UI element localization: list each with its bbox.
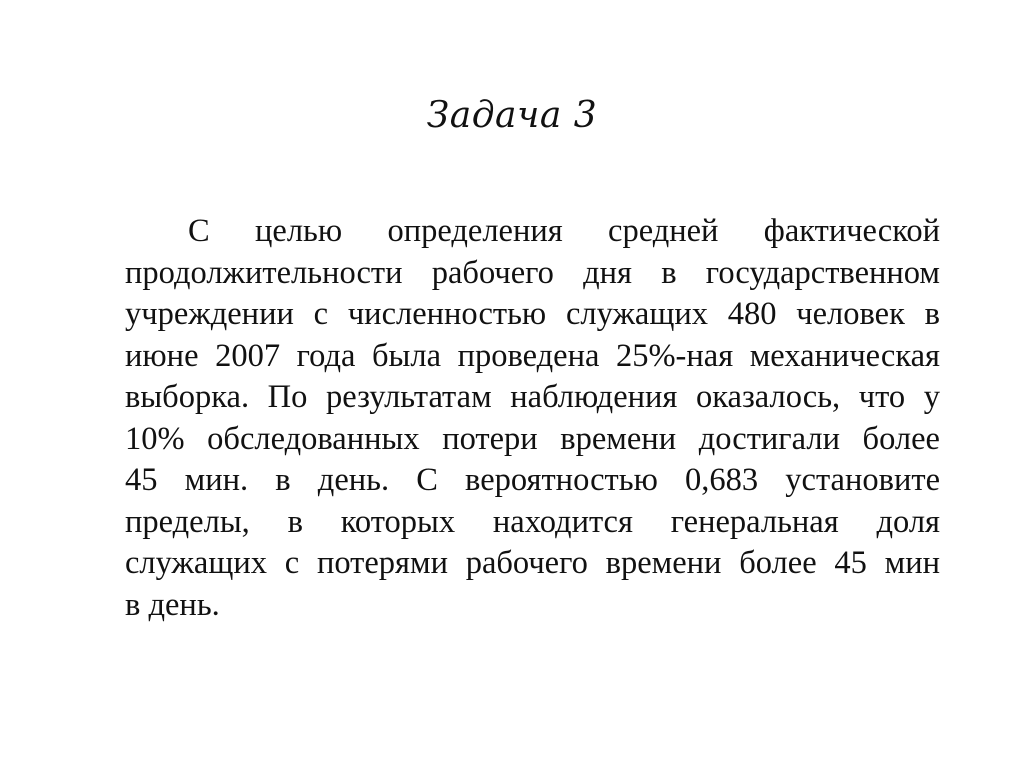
text-line: в день. (125, 586, 220, 623)
text-line: учреждении с численностью служащих 480 человек в (125, 296, 940, 332)
text-line: служащих с потерями рабочего времени более 45 мин (125, 545, 940, 581)
text-line: продолжительности рабочего дня в государственном (125, 254, 940, 291)
text-line: 10% обследованных потери времени достигали более (125, 420, 940, 457)
text-line: С целью определения средней фактической (188, 213, 940, 249)
text-line: 45 мин. в день. С вероятностью 0,683 установите (125, 462, 940, 498)
text-line: пределы, в которых находится генеральная доля (125, 503, 940, 540)
slide-title: Задача 3 (426, 95, 598, 136)
text-line: выборка. По результатам наблюдения оказалось, что у (125, 379, 940, 415)
text-line: июне 2007 года была проведена 25%-ная механическая (125, 337, 940, 374)
problem-text (125, 211, 940, 626)
